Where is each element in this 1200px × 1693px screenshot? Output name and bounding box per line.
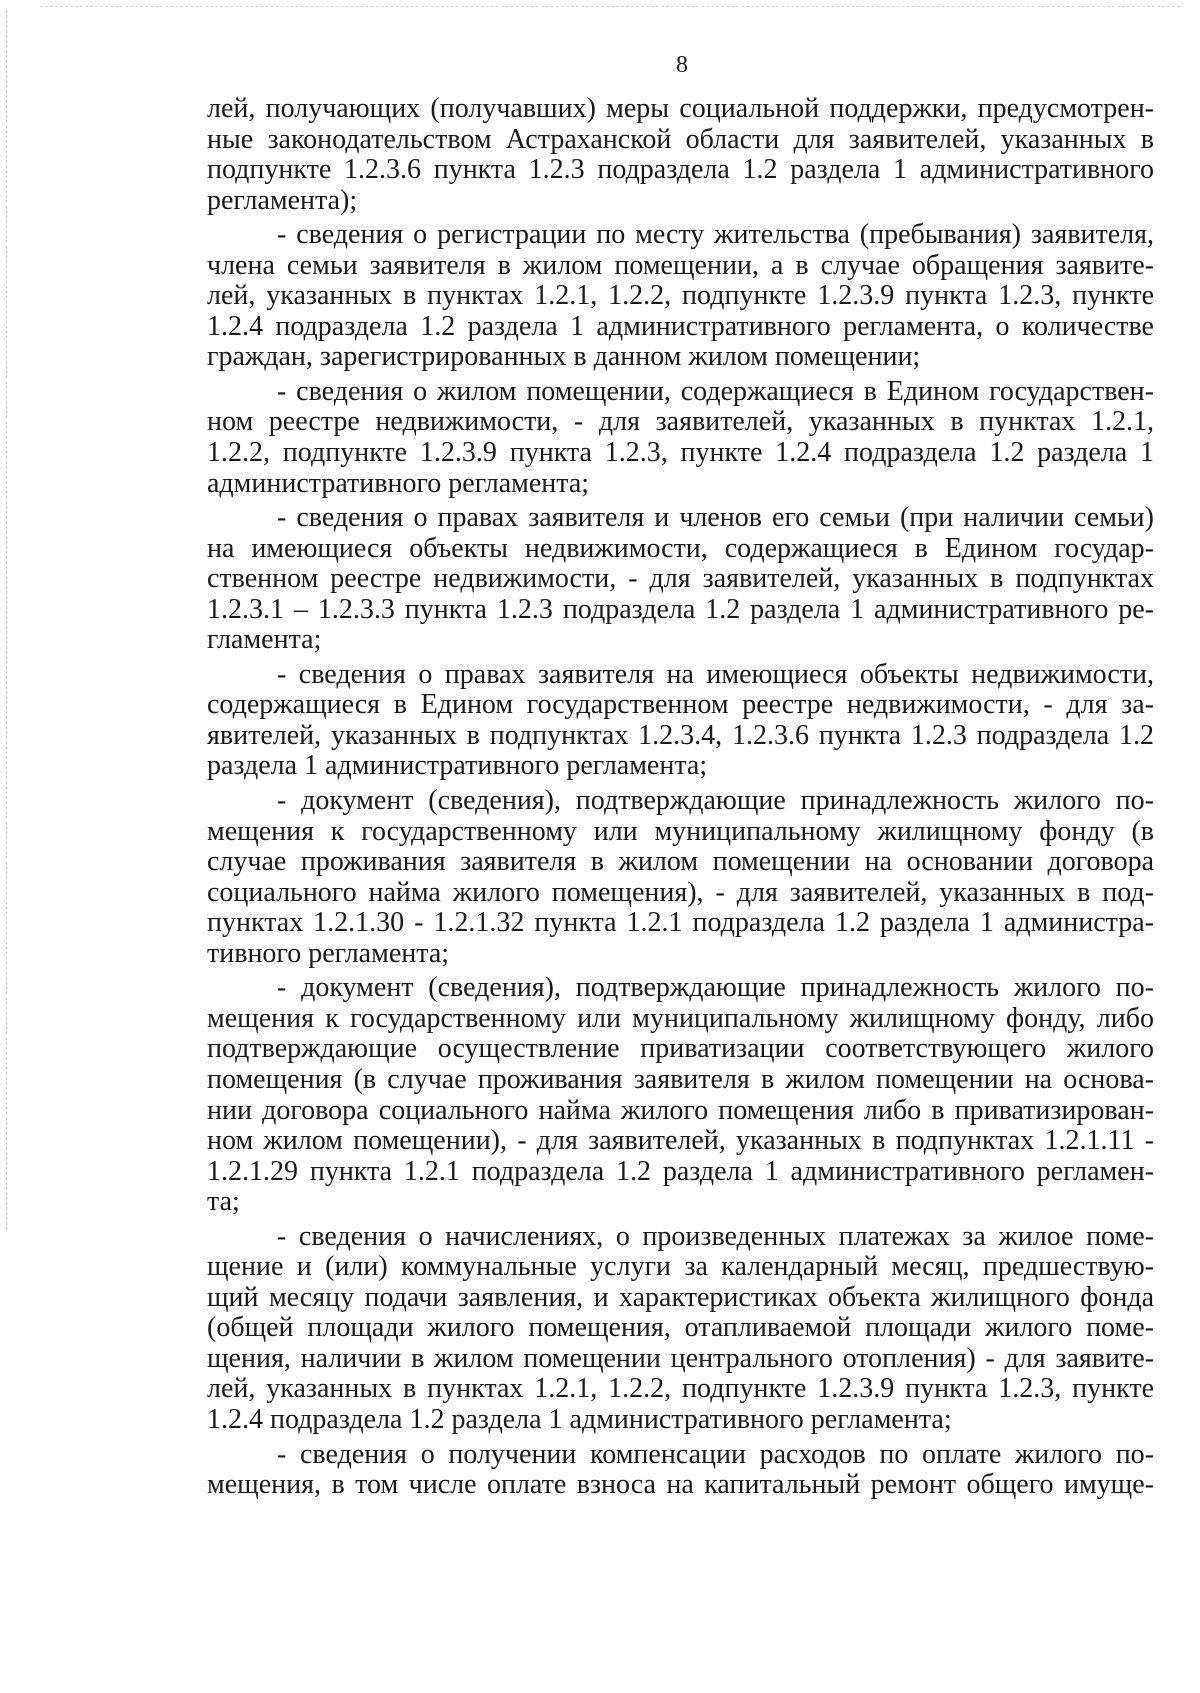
text-line: 1.2.1.29 пункта 1.2.1 подраздела 1.2 раздела 1 административного регламен- [207, 1155, 1154, 1187]
paragraph [207, 1440, 1154, 1501]
scan-left-edge [6, 10, 7, 1230]
text-line: ном реестре недвижимости, - для заявителей, указанных в пунктах 1.2.1, [207, 406, 1154, 438]
text-line: явителей, указанных в подпунктах 1.2.3.4, 1.2.3.6 пункта 1.2.3 подраздела 1.2 [207, 719, 1154, 751]
text-line: - документ (сведения), подтверждающие принадлежность жилого по- [277, 972, 1154, 1004]
text-line: гламента; [207, 624, 322, 656]
text-line: (общей площади жилого помещения, отапливаемой площади жилого поме- [207, 1312, 1154, 1344]
text-line: щение и (или) коммунальные услуги за календарный месяц, предшествую- [207, 1251, 1154, 1283]
text-line: тивного регламента; [207, 937, 450, 969]
text-line: административного регламента; [207, 467, 590, 499]
text-line: 1.2.4 подраздела 1.2 раздела 1 административного регламента; [207, 1403, 952, 1435]
text-line: члена семьи заявителя в жилом помещении, а в случае обращения заявите- [207, 249, 1154, 281]
text-line: мещения к государственному или муниципальному жилищному фонду, либо [207, 1002, 1154, 1034]
text-line: раздела 1 административного регламента; [207, 750, 708, 782]
text-line: мещения, в том числе оплате взноса на капитальный ремонт общего имуще- [207, 1469, 1154, 1501]
text-line: - сведения о начислениях, о произведенных платежах за жилое поме- [277, 1220, 1154, 1252]
text-line: та; [207, 1186, 240, 1218]
text-line: лей, получающих (получавших) меры социальной поддержки, предусмотрен- [207, 93, 1154, 124]
text-line: социального найма жилого помещения), - для заявителей, указанных в под- [207, 876, 1154, 908]
text-line: пунктах 1.2.1.30 - 1.2.1.32 пункта 1.2.1 подраздела 1.2 раздела 1 администра- [207, 907, 1154, 939]
paragraph [207, 94, 1154, 216]
text-line: лей, указанных в пунктах 1.2.1, 1.2.2, подпункте 1.2.3.9 пункта 1.2.3, пункте [207, 1373, 1154, 1405]
text-line: - сведения о правах заявителя на имеющиеся объекты недвижимости, [277, 658, 1154, 690]
text-line: регламента); [207, 184, 358, 216]
document-body [207, 94, 1154, 1501]
paragraph [207, 220, 1154, 373]
paragraph [207, 660, 1154, 782]
text-line: - сведения о получении компенсации расходов по оплате жилого по- [277, 1438, 1154, 1470]
text-line: - сведения о жилом помещении, содержащиеся в Едином государствен- [277, 375, 1154, 407]
text-line: случае проживания заявителя в жилом помещении на основании договора [207, 846, 1154, 878]
text-line: лей, указанных в пунктах 1.2.1, 1.2.2, подпункте 1.2.3.9 пункта 1.2.3, пункте [207, 280, 1154, 312]
text-line: 1.2.4 подраздела 1.2 раздела 1 административного регламента, о количестве [207, 310, 1154, 342]
paragraph [207, 973, 1154, 1217]
paragraph [207, 503, 1154, 656]
text-line: содержащиеся в Едином государственном реестре недвижимости, - для за- [207, 689, 1154, 721]
text-line: щий месяцу подачи заявления, и характеристиках объекта жилищного фонда [207, 1281, 1154, 1313]
text-line: помещения (в случае проживания заявителя в жилом помещении на основа- [207, 1063, 1154, 1095]
paragraph [207, 1222, 1154, 1436]
text-line: ственном реестре недвижимости, - для заявителей, указанных в подпунктах [207, 563, 1154, 595]
paragraph [207, 786, 1154, 969]
text-line: щения, наличии в жилом помещении центрального отопления) - для заявите- [207, 1342, 1154, 1374]
paragraph [207, 377, 1154, 499]
text-line: граждан, зарегистрированных в данном жилом помещении; [207, 341, 921, 373]
text-line: - сведения о регистрации по месту жительства (пребывания) заявителя, [277, 219, 1154, 251]
scan-top-edge [40, 6, 1180, 7]
text-line: - сведения о правах заявителя и членов его семьи (при наличии семьи) [277, 502, 1154, 534]
text-line: подпункте 1.2.3.6 пункта 1.2.3 подраздела 1.2 раздела 1 административного [207, 154, 1154, 186]
text-line: ные законодательством Астраханской области для заявителей, указанных в [207, 123, 1154, 155]
page-number: 8 [676, 52, 688, 78]
text-line: мещения к государственному или муниципальному жилищному фонду (в [207, 815, 1154, 847]
text-line: подтверждающие осуществление приватизации соответствующего жилого [207, 1033, 1154, 1065]
text-line: 1.2.3.1 – 1.2.3.3 пункта 1.2.3 подраздела 1.2 раздела 1 административного ре- [207, 593, 1154, 625]
text-line: ном жилом помещении), - для заявителей, указанных в подпунктах 1.2.1.11 - [207, 1125, 1154, 1157]
text-line: нии договора социального найма жилого помещения либо в приватизирован- [207, 1094, 1154, 1126]
text-line: 1.2.2, подпункте 1.2.3.9 пункта 1.2.3, пункте 1.2.4 подраздела 1.2 раздела 1 [207, 437, 1154, 469]
text-line: на имеющиеся объекты недвижимости, содержащиеся в Едином государ- [207, 532, 1154, 564]
text-line: - документ (сведения), подтверждающие принадлежность жилого по- [277, 785, 1154, 817]
